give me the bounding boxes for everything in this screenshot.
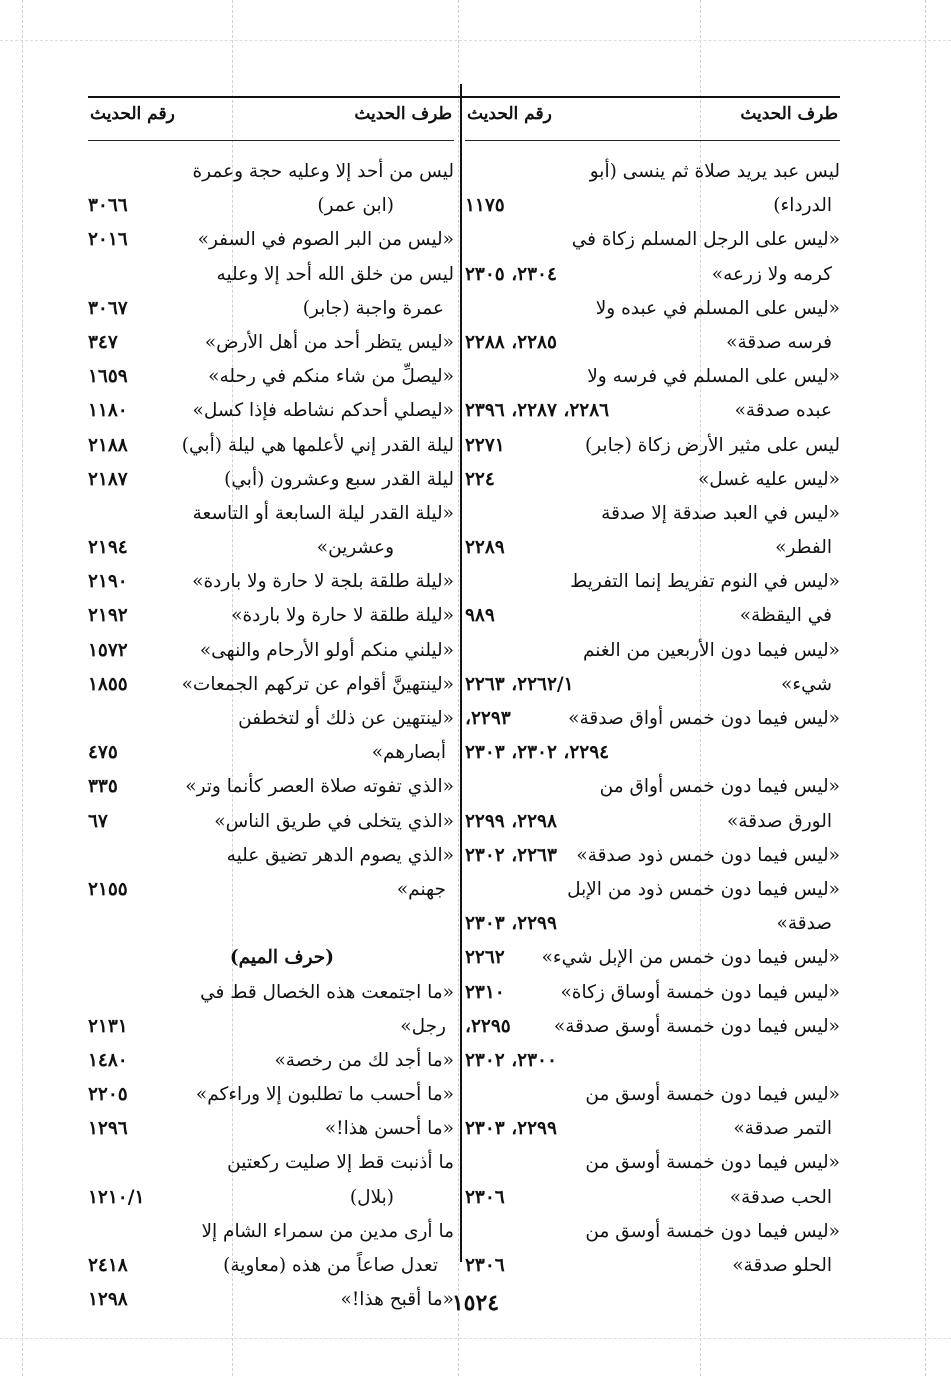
hadith-number: ٢١٥٥ — [88, 878, 128, 900]
index-column-right — [465, 100, 840, 1276]
hadith-text: «ليس عليه غسل» — [697, 468, 840, 490]
index-line — [88, 394, 454, 428]
index-rows — [465, 155, 840, 1283]
index-line — [465, 155, 840, 189]
index-line — [88, 463, 454, 497]
hadith-number: ٢٢٩٩، ٢٣٠٣ — [465, 1118, 557, 1140]
hadith-text: «ما أحسب ما تطلبون إلا وراءكم» — [195, 1084, 454, 1106]
index-line — [88, 155, 454, 189]
hadith-number: ٢٢٩٨، ٢٢٩٩ — [465, 810, 557, 832]
index-line — [88, 976, 454, 1010]
hadith-text: الحلو صدقة» — [732, 1255, 832, 1276]
index-line — [88, 1044, 454, 1078]
index-line — [88, 634, 454, 668]
index-line — [465, 1181, 840, 1215]
index-line — [88, 805, 454, 839]
hadith-text: «ما اجتمعت هذه الخصال قط في — [200, 981, 454, 1003]
hadith-number: ٢٢٨٩ — [465, 537, 505, 559]
hadith-text: «لينتهينَّ أقوام عن تركهم الجمعات» — [181, 673, 454, 695]
index-line — [88, 1146, 454, 1180]
scan-guide-line — [458, 0, 459, 1376]
hadith-number: ٢٢٠٥ — [88, 1084, 128, 1106]
hadith-text: «ليس من البر الصوم في السفر» — [197, 229, 454, 251]
hadith-text: «ليس فيما دون خمس أواق صدقة» — [568, 708, 840, 729]
index-line — [465, 941, 840, 975]
hadith-number: ٢١٩٢ — [88, 605, 128, 627]
hadith-number: ٤٧٥ — [88, 742, 118, 764]
index-line — [465, 1078, 840, 1112]
hadith-text: «ليلة القدر ليلة السابعة أو التاسعة — [192, 502, 454, 524]
hadith-text: ليس من خلق الله أحد إلا وعليه — [216, 263, 454, 285]
index-line — [465, 736, 840, 770]
index-line — [88, 1078, 454, 1112]
hadith-text: «ليس فيما دون خمسة أوسق من — [585, 1152, 840, 1174]
hadith-text: ليلة القدر سبع وعشرون (أبي) — [224, 468, 454, 490]
hadith-text: «ليس في النوم تفريط إنما التفريط — [570, 571, 840, 593]
hadith-text: تعدل صاعاً من هذه (معاوية) — [223, 1255, 438, 1276]
hadith-number: ٢٠١٦ — [88, 229, 128, 251]
index-line — [88, 258, 454, 292]
index-line — [465, 805, 840, 839]
index-line — [465, 258, 840, 292]
hadith-text: شيء» — [781, 673, 832, 695]
index-line — [465, 497, 840, 531]
hadith-number: ٦٧ — [88, 810, 108, 832]
index-line — [88, 736, 454, 770]
index-line — [465, 429, 840, 463]
index-line — [88, 668, 454, 702]
hadith-text: «ليس فيما دون الأربعين من الغنم — [583, 639, 840, 661]
hadith-text: ليس عبد يريد صلاة ثم ينسى (أبو — [589, 161, 840, 182]
index-line — [88, 839, 454, 873]
hadith-number: ٢٣٠٦ — [465, 1186, 505, 1208]
hadith-text: «ليس فيما دون خمس ذود صدقة» — [576, 844, 840, 866]
hadith-text: «ليس فيما دون خمسة أوساق زكاة» — [560, 981, 840, 1003]
index-line — [465, 976, 840, 1010]
hadith-number: ٣٠٦٧ — [88, 297, 128, 319]
index-line — [465, 1044, 840, 1078]
index-line — [88, 531, 454, 565]
index-line — [465, 1010, 840, 1044]
hadith-text: ما أذنبت قط إلا صليت ركعتين — [227, 1152, 454, 1174]
hadith-number: ١٦٥٩ — [88, 366, 128, 388]
hadith-text: «ليس فيما دون خمسة أوسق صدقة» — [553, 1015, 840, 1037]
hadith-text: الورق صدقة» — [726, 810, 832, 832]
hadith-number: ٢٣٠٤، ٢٣٠٥ — [465, 263, 557, 285]
hadith-text: «الذي يصوم الدهر تضيق عليه — [226, 844, 454, 866]
hadith-text: «ليس فيما دون خمس أواق من — [599, 776, 840, 798]
index-line — [465, 565, 840, 599]
hadith-number: ١١٨٠ — [88, 400, 128, 422]
hadith-text: ليس من أحد إلا وعليه حجة وعمرة — [192, 161, 454, 182]
hadith-text: صدقة» — [776, 913, 832, 935]
hadith-text: أبصارهم» — [371, 742, 446, 764]
index-line — [465, 394, 840, 428]
hadith-text: الحب صدقة» — [729, 1186, 832, 1208]
index-line — [88, 1249, 454, 1283]
scan-guide-line — [0, 40, 951, 41]
column-divider — [460, 84, 462, 1262]
hadith-text: رجل» — [400, 1015, 446, 1037]
hadith-number: ٢٢٩٥، — [465, 1015, 511, 1037]
hadith-number: ٢٢٦٢ — [465, 947, 505, 969]
hadith-number: ٢٢٩٤، ٢٣٠٢، ٢٣٠٣ — [465, 742, 610, 764]
hadith-number: ٢١٩٤ — [88, 537, 128, 559]
top-rule — [88, 96, 840, 98]
index-line — [88, 360, 454, 394]
index-line — [465, 1215, 840, 1249]
hadith-text: «ليس على الرجل المسلم زكاة في — [571, 229, 840, 251]
index-line — [88, 1010, 454, 1044]
hadith-text: (حرف الميم) — [229, 947, 334, 969]
hadith-number: ٢١٣١ — [88, 1015, 128, 1037]
header-number: رقم الحديث — [90, 104, 175, 124]
hadith-text: «ليلة طلقة بلجة لا حارة ولا باردة» — [192, 571, 454, 593]
hadith-text: عمرة واجبة (جابر) — [302, 297, 444, 319]
hadith-text: كرمه ولا زرعه» — [711, 263, 832, 285]
header-number: رقم الحديث — [467, 104, 552, 124]
index-line — [465, 702, 840, 736]
hadith-text: (ابن عمر) — [317, 195, 394, 217]
hadith-text: جهنم» — [396, 878, 446, 900]
hadith-number: ٣٠٦٦ — [88, 195, 128, 217]
hadith-text: «ليصلي أحدكم نشاطه فإذا كسل» — [192, 400, 454, 422]
hadith-text: «ليس على المسلم في فرسه ولا — [587, 366, 840, 388]
hadith-text: «ليلني منكم أولو الأرحام والنهى» — [199, 639, 454, 661]
hadith-text: «ليس على المسلم في عبده ولا — [595, 297, 840, 319]
index-line — [465, 189, 840, 223]
hadith-number: ١١٧٥ — [465, 195, 505, 217]
scan-guide-line — [925, 0, 926, 1376]
index-line — [88, 565, 454, 599]
index-line — [465, 770, 840, 804]
index-line — [465, 531, 840, 565]
hadith-text: «ليس فيما دون خمس من الإبل شيء» — [541, 947, 840, 969]
hadith-number: ٢١٩٠ — [88, 571, 128, 593]
header-title: طرف الحديث — [740, 104, 838, 124]
hadith-text: «ليس فيما دون خمسة أوسق من — [585, 1084, 840, 1106]
column-header — [88, 100, 454, 141]
scan-guide-line — [22, 0, 23, 1376]
index-line — [88, 1215, 454, 1249]
hadith-text: الفطر» — [775, 537, 832, 559]
hadith-text: «الذي يتخلى في طريق الناس» — [214, 810, 454, 832]
index-line — [88, 189, 454, 223]
index-line — [88, 907, 454, 941]
hadith-text: ليس على مثير الأرض زكاة (جابر) — [585, 434, 840, 456]
hadith-number: ٢٣٠٦ — [465, 1255, 505, 1276]
scan-guide-line — [0, 1338, 951, 1339]
hadith-number: ٢٤١٨ — [88, 1255, 128, 1276]
index-line — [88, 770, 454, 804]
index-line — [88, 429, 454, 463]
hadith-text: ما أرى مدين من سمراء الشام إلا — [201, 1220, 454, 1242]
hadith-number: ١٢٩٦ — [88, 1118, 128, 1140]
hadith-text: «ليصلِّ من شاء منكم في رحله» — [208, 366, 454, 388]
index-line — [465, 1249, 840, 1283]
index-line — [465, 223, 840, 257]
hadith-text: «ليس يتظر أحد من أهل الأرض» — [204, 331, 454, 353]
hadith-number: ٣٣٥ — [88, 776, 118, 798]
hadith-text: الدرداء) — [773, 195, 832, 217]
section-heading — [88, 941, 454, 975]
header-title: طرف الحديث — [354, 104, 452, 124]
hadith-number: ٢٢٤ — [465, 468, 495, 490]
hadith-number: ١٢٩٨ — [88, 1289, 128, 1311]
hadith-text: «لينتهين عن ذلك أو لتخطفن — [238, 708, 454, 729]
hadith-number: ٢٣٠٠، ٢٣٠٢ — [465, 1049, 557, 1071]
hadith-number: ٢٢٨٦، ٢٢٨٧، ٢٣٩٦ — [465, 400, 610, 422]
index-line — [88, 497, 454, 531]
hadith-number: ٣٤٧ — [88, 331, 118, 353]
page-number: ١٥٢٤ — [451, 1290, 500, 1316]
hadith-number: ٢٢٧١ — [465, 434, 505, 456]
index-line — [88, 599, 454, 633]
hadith-number: ٢١٨٧ — [88, 468, 128, 490]
index-line — [465, 326, 840, 360]
hadith-text: عبده صدقة» — [734, 400, 832, 422]
index-line — [88, 223, 454, 257]
hadith-text: وعشرين» — [316, 537, 394, 559]
index-line — [465, 907, 840, 941]
hadith-text: في اليقظة» — [739, 605, 832, 627]
hadith-number: ١٨٥٥ — [88, 673, 128, 695]
index-line — [88, 702, 454, 736]
hadith-text: فرسه صدقة» — [726, 331, 832, 353]
hadith-text: ليلة القدر إني لأعلمها هي ليلة (أبي) — [181, 434, 454, 456]
hadith-number: ٢٢٩٩، ٢٣٠٣ — [465, 913, 557, 935]
hadith-number: ٢٢٦٣، ٢٣٠٢ — [465, 844, 557, 866]
hadith-number: ٢٢٩٣، — [465, 708, 511, 729]
index-line — [88, 292, 454, 326]
hadith-number: ٢٣١٠ — [465, 981, 505, 1003]
hadith-text: (بلال) — [349, 1186, 394, 1208]
hadith-number: ٢١٨٨ — [88, 434, 128, 456]
index-line — [465, 292, 840, 326]
hadith-text: «الذي تفوته صلاة العصر كأنما وتر» — [185, 776, 454, 798]
hadith-text: «ليس فيما دون خمس ذود من الإبل — [567, 878, 840, 900]
hadith-text: «ما أقبح هذا!» — [340, 1289, 454, 1311]
index-line — [465, 463, 840, 497]
hadith-number: ١٤٨٠ — [88, 1049, 128, 1071]
index-line — [465, 360, 840, 394]
index-line — [465, 668, 840, 702]
hadith-number: ١٢١٠/١ — [88, 1186, 145, 1208]
hadith-text: «ما أحسن هذا!» — [324, 1118, 454, 1140]
index-line — [88, 326, 454, 360]
index-line — [465, 839, 840, 873]
index-line — [88, 873, 454, 907]
index-line — [88, 1181, 454, 1215]
index-line — [88, 1112, 454, 1146]
hadith-text: «ليس في العبد صدقة إلا صدقة — [601, 502, 840, 524]
hadith-number: ٢٢٨٥، ٢٢٨٨ — [465, 331, 557, 353]
hadith-number: ٢٢٦٢/١، ٢٢٦٣ — [465, 673, 574, 695]
index-line — [465, 873, 840, 907]
hadith-text: «ليس فيما دون خمسة أوسق من — [585, 1220, 840, 1242]
index-line — [465, 634, 840, 668]
hadith-text: «ليلة طلقة لا حارة ولا باردة» — [231, 605, 454, 627]
hadith-number: ١٥٧٢ — [88, 639, 128, 661]
index-line — [465, 1146, 840, 1180]
index-rows — [88, 155, 454, 1317]
hadith-text: التمر صدقة» — [733, 1118, 832, 1140]
index-line — [465, 1112, 840, 1146]
hadith-text: «ما أجد لك من رخصة» — [274, 1049, 454, 1071]
column-header — [465, 100, 840, 141]
index-line — [465, 599, 840, 633]
index-column-left — [88, 100, 454, 1311]
hadith-number: ٩٨٩ — [465, 605, 495, 627]
